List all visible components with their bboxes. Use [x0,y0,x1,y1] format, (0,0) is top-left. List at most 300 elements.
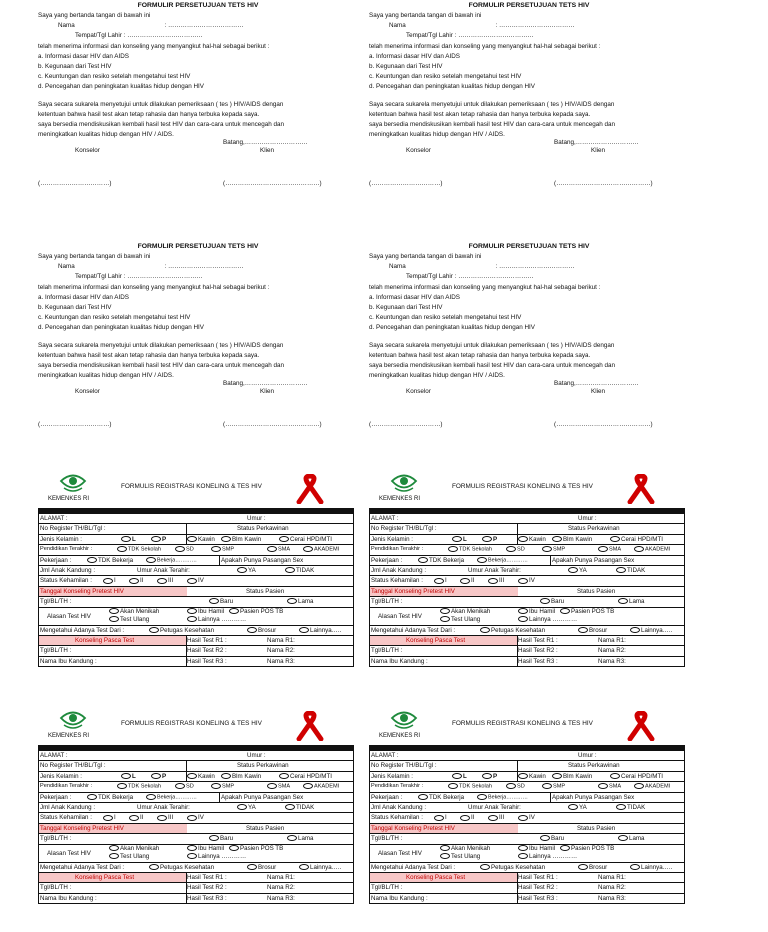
akademi-option[interactable]: AKADEMI [303,783,339,789]
radio-icon [121,536,131,542]
row-alasan [370,608,684,626]
radio-icon [279,536,289,542]
ibu-hamil-option[interactable]: Ibu Hamil [187,608,224,615]
radio-icon [146,557,156,563]
consent-received: telah menerima informasi dan konseling yang menyangkut hal-hal sebagai berikut : [38,42,270,50]
consent-signature-lines [38,420,358,432]
radio-icon [616,804,626,810]
jml-anak-label: Jml Anak Kandung : [40,803,96,811]
radio-icon [480,627,490,633]
tdk-bekerja-option[interactable]: TDK Bekerja [418,794,464,801]
consent-received: telah menerima informasi dan konseling yang menyangkut hal-hal sebagai berikut : [369,283,601,291]
trimester-1-option[interactable]: I [434,814,447,821]
konselor-label: Konselor [75,147,100,155]
blm-kawin-option[interactable]: Blm Kawin [552,773,592,780]
radio-icon [146,794,156,800]
nama-label: Nama [389,22,406,30]
reg-table [38,750,354,904]
tdk-bekerja-option[interactable]: TDK Bekerja [87,557,133,564]
hasil-r1-label: Hasil Test R1 : [518,636,558,644]
consent-item: b. Kegunaan dari Test HIV [38,304,112,312]
row-anak [370,803,684,813]
kawin-option[interactable]: Kawin [187,536,215,543]
umur-label: Umur : [247,515,266,522]
no-register-label: No Register TH/BL/Tgl : [371,762,437,770]
radio-icon [303,783,313,789]
gender-p-option[interactable]: P [482,773,497,780]
nama-ibu-label: Nama Ibu Kandung : [371,657,428,665]
bekerja-option[interactable]: Bekerja………… [146,557,197,563]
consent-paragraph: meningkatkan kualitas hidup dengan HIV / AIDS. [38,372,174,380]
nama-fill: : ……………………………… [495,263,575,271]
tgl-bl-th-label: Tgl/BL/TH : [40,835,72,843]
row-pasca-r1 [370,873,684,883]
test-ulang-option[interactable]: Test Ulang [440,616,480,623]
bekerja-option[interactable]: Bekerja………… [146,794,197,800]
radio-icon [109,853,119,859]
nama-r1-label: Nama R1: [598,873,626,881]
baru-option[interactable]: Baru [209,598,233,605]
trimester-1-option[interactable]: I [103,577,116,584]
pasca-test-label: Konseling Pasca Test [75,636,135,644]
ibu-hamil-option[interactable]: Ibu Hamil [187,845,224,852]
consent-title: FORMULIR PERSETUJUAN TETS HIV [137,243,259,250]
hasil-r3-label: Hasil Test R3 : [187,894,227,902]
akan-menikah-option[interactable]: Akan Menikah [440,845,490,852]
petugas-option[interactable]: Petugas Kesehatan [480,864,545,871]
gender-l-option[interactable]: L [121,536,136,543]
kemenkes-logo-icon [389,709,419,731]
lama-option[interactable]: Lama [618,598,644,605]
reg-table [369,750,685,904]
row-pretest [39,824,353,834]
row-jenis-kelamin [39,535,353,545]
red-ribbon-icon [293,474,325,504]
nama-r1-label: Nama R1: [598,636,626,644]
akan-menikah-option[interactable]: Akan Menikah [440,608,490,615]
gender-l-option[interactable]: L [452,773,467,780]
reg-title: FORMULIS REGISTRASI KONELING & TES HIV [452,720,593,727]
akademi-option[interactable]: AKADEMI [634,546,670,552]
radio-icon [221,536,231,542]
kawin-option[interactable]: Kawin [518,773,546,780]
radio-icon [610,773,620,779]
tdk-sekolah-option[interactable]: TDK Sekolah [448,546,492,552]
consent-paragraph: Saya secara sukarela menyetujui untuk dilakukan pemeriksaan ( tes ) HIV/AIDS dengan [38,341,284,349]
trimester-4-option[interactable]: IV [187,577,204,584]
row-pendidikan [39,545,353,555]
consent-paragraph: Saya secara sukarela menyetujui untuk dilakukan pemeriksaan ( tes ) HIV/AIDS dengan [369,100,615,108]
radio-icon [634,783,644,789]
baru-option[interactable]: Baru [209,835,233,842]
reg-header [369,709,685,756]
trimester-2-option[interactable]: II [460,814,474,821]
row-tgl-pasien [370,597,684,607]
consent-received: telah menerima informasi dan konseling yang menyangkut hal-hal sebagai berikut : [38,283,270,291]
radio-icon [175,783,185,789]
tidak-option[interactable]: TIDAK [616,567,645,574]
consent-title: FORMULIR PERSETUJUAN TETS HIV [137,2,259,9]
lainnya-option[interactable]: Lainnya ………… [187,616,246,623]
pasca-test-label: Konseling Pasca Test [406,636,466,644]
akademi-option[interactable]: AKADEMI [634,783,670,789]
row-register [39,524,353,534]
radio-icon [87,557,97,563]
radio-icon [267,783,277,789]
ya-option[interactable]: YA [568,567,587,574]
petugas-option[interactable]: Petugas Kesehatan [149,627,214,634]
jenis-kelamin-label: Jenis Kelamin : [40,535,82,543]
registration-form-1 [38,472,354,665]
consent-signature-lines [369,420,689,432]
trimester-4-option[interactable]: IV [518,814,535,821]
row-pendidikan [370,782,684,792]
gender-l-option[interactable]: L [121,773,136,780]
kawin-option[interactable]: Kawin [518,536,546,543]
brosur-option[interactable]: Brosur [578,864,607,871]
sign-left: (……………………………) [369,421,443,429]
trimester-2-option[interactable]: II [129,577,143,584]
row-pendidikan [39,782,353,792]
tempat-fill: ……………………………… [127,32,203,40]
consent-form-1 [38,1,358,226]
sign-left: (……………………………) [38,421,112,429]
radio-icon [117,783,127,789]
row-register [370,761,684,771]
radio-icon [129,815,139,821]
row-r3 [370,894,684,903]
consent-form-2 [369,1,689,226]
consent-intro: Saya yang bertanda tangan di bawah ini [38,253,151,260]
pasien-pos-tb-option[interactable]: Pasien POS TB [229,845,283,852]
smp-option[interactable]: SMP [542,783,565,789]
cerai-option[interactable]: Cerai HPD/MTI [610,773,663,780]
nama-fill: : ……………………………… [164,22,244,30]
pasien-pos-tb-option[interactable]: Pasien POS TB [560,608,614,615]
bekerja-option[interactable]: Bekerja………… [477,557,528,563]
consent-tempat-row [369,31,689,41]
radio-icon [209,598,219,604]
pekerjaan-label: Pekerjaan : [371,793,403,801]
batang-date: Batang,………………………… [554,139,639,147]
petugas-option[interactable]: Petugas Kesehatan [480,627,545,634]
radio-icon [518,616,528,622]
radio-icon [568,804,578,810]
sma-option[interactable]: SMA [598,546,621,552]
tgl-pretest-label: Tanggal Konseling Pretest HIV [40,587,124,595]
brosur-option[interactable]: Brosur [578,627,607,634]
consent-paragraph: saya bersedia mendiskusikan kembali hasil test HIV dan cara-cara untuk mencegah dan [38,362,285,370]
lainnya-option[interactable]: Lainnya ………… [518,616,577,623]
kemenkes-label: KEMENKES RI [48,733,90,739]
row-alamat [370,514,684,524]
radio-icon [117,546,127,552]
tdk-sekolah-option[interactable]: TDK Sekolah [117,783,161,789]
status-perkawinan-label: Status Perkawinan [237,525,289,533]
row-r2 [39,646,353,656]
sign-left: (……………………………) [38,180,112,188]
gender-p-option[interactable]: P [482,536,497,543]
alasan-label: Alasan Test HIV [47,849,91,857]
gender-p-option[interactable]: P [151,773,166,780]
consent-intro: Saya yang bertanda tangan di bawah ini [38,12,151,19]
radio-icon [103,815,113,821]
batang-date: Batang,………………………… [223,380,308,388]
sma-option[interactable]: SMA [267,783,290,789]
petugas-option[interactable]: Petugas Kesehatan [149,864,214,871]
radio-icon [287,835,297,841]
consent-item: c. Keuntungan dan resiko setelah mengetahui test HIV [369,314,522,322]
status-pasien-label: Status Pasien [577,824,616,832]
row-alasan [370,845,684,863]
klien-label: Klien [260,147,275,155]
radio-icon [149,627,159,633]
consent-item: c. Keuntungan dan resiko setelah mengetahui test HIV [38,314,191,322]
tdk-bekerja-option[interactable]: TDK Bekerja [87,794,133,801]
lama-option[interactable]: Lama [618,835,644,842]
blm-kawin-option[interactable]: Blm Kawin [552,536,592,543]
tempat-fill: ……………………………… [458,273,534,281]
radio-icon [109,616,119,622]
consent-item: a. Informasi dasar HIV dan AIDS [369,52,460,60]
test-ulang-option[interactable]: Test Ulang [109,616,149,623]
trimester-3-option[interactable]: III [488,577,504,584]
consent-item: d. Pencegahan dan peningkatan kualitas hidup dengan HIV [38,83,204,91]
row-alasan [39,608,353,626]
radio-icon [187,853,197,859]
trimester-3-option[interactable]: III [488,814,504,821]
ibu-hamil-option[interactable]: Ibu Hamil [518,845,555,852]
trimester-1-option[interactable]: I [103,814,116,821]
blm-kawin-option[interactable]: Blm Kawin [221,536,261,543]
lainnya-option[interactable]: Lainnya ………… [518,853,577,860]
consent-form-3 [38,242,358,467]
consent-intro: Saya yang bertanda tangan di bawah ini [369,12,482,19]
lama-option[interactable]: Lama [287,598,313,605]
nama-r2-label: Nama R2: [267,647,295,655]
radio-icon [121,773,131,779]
tempat-label: Tempat/Tgl Lahir : [75,273,126,281]
tempat-label: Tempat/Tgl Lahir : [406,273,457,281]
consent-paragraph: saya bersedia mendiskusikan kembali hasil test HIV dan cara-cara untuk mencegah dan [369,121,616,129]
tempat-fill: ……………………………… [458,32,534,40]
gender-p-option[interactable]: P [151,536,166,543]
sd-option[interactable]: SD [175,546,194,552]
consent-paragraph: meningkatkan kualitas hidup dengan HIV / AIDS. [38,131,174,139]
hasil-r1-label: Hasil Test R1 : [518,873,558,881]
baru-option[interactable]: Baru [540,835,564,842]
bekerja-option[interactable]: Bekerja………… [477,794,528,800]
consent-nama-row [38,21,358,31]
radio-icon [149,864,159,870]
radio-icon [540,598,550,604]
row-pasca-r1 [370,636,684,646]
smp-option[interactable]: SMP [211,546,234,552]
hasil-r3-label: Hasil Test R3 : [187,657,227,665]
tgl-bl-th2-label: Tgl/BL/TH : [40,884,72,892]
sign-right: (………………………………………) [554,421,653,429]
cerai-option[interactable]: Cerai HPD/MTI [279,773,332,780]
consent-tempat-row [38,272,358,282]
ya-option[interactable]: YA [568,804,587,811]
red-ribbon-icon [624,474,656,504]
consent-title: FORMULIR PERSETUJUAN TETS HIV [468,2,590,9]
radio-icon [157,578,167,584]
tgl-bl-th2-label: Tgl/BL/TH : [40,647,72,655]
sd-option[interactable]: SD [175,783,194,789]
tdk-sekolah-option[interactable]: TDK Sekolah [448,783,492,789]
batang-date: Batang,………………………… [223,139,308,147]
nama-label: Nama [389,263,406,271]
tidak-option[interactable]: TIDAK [285,804,314,811]
reg-table [369,513,685,667]
smp-option[interactable]: SMP [211,783,234,789]
trimester-4-option[interactable]: IV [518,577,535,584]
trimester-1-option[interactable]: I [434,577,447,584]
trimester-4-option[interactable]: IV [187,814,204,821]
consent-signature-labels [38,139,358,155]
gender-l-option[interactable]: L [452,536,467,543]
row-alamat [39,514,353,524]
lama-option[interactable]: Lama [287,835,313,842]
radio-icon [618,835,628,841]
mengetahui-label: Mengetahui Adanya Test Dari : [371,863,456,871]
hasil-r1-label: Hasil Test R1 : [187,873,227,881]
row-pretest [370,587,684,597]
alamat-label: ALAMAT : [371,752,399,759]
reg-header [38,709,354,756]
tgl-pretest-label: Tanggal Konseling Pretest HIV [40,824,124,832]
sma-option[interactable]: SMA [267,546,290,552]
lainnya2-option[interactable]: Lainnya….. [630,627,672,634]
brosur-option[interactable]: Brosur [247,864,276,871]
row-pekerjaan [370,793,684,803]
red-ribbon-icon [293,711,325,741]
trimester-3-option[interactable]: III [157,814,173,821]
consent-item: a. Informasi dasar HIV dan AIDS [38,52,129,60]
umur-anak-label: Umur Anak Terahir: [137,566,190,574]
trimester-2-option[interactable]: II [129,814,143,821]
consent-item: d. Pencegahan dan peningkatan kualitas hidup dengan HIV [369,83,535,91]
sd-option[interactable]: SD [506,546,525,552]
row-alamat [39,751,353,761]
brosur-option[interactable]: Brosur [247,627,276,634]
jml-anak-label: Jml Anak Kandung : [371,803,427,811]
no-register-label: No Register TH/BL/Tgl : [40,525,106,533]
lainnya-option[interactable]: Lainnya ………… [187,853,246,860]
radio-icon [175,546,185,552]
radio-icon [237,567,247,573]
test-ulang-option[interactable]: Test Ulang [440,853,480,860]
nama-fill: : ……………………………… [495,22,575,30]
consent-item: a. Informasi dasar HIV dan AIDS [38,293,129,301]
jml-anak-label: Jml Anak Kandung : [40,566,96,574]
baru-option[interactable]: Baru [540,598,564,605]
tdk-bekerja-option[interactable]: TDK Bekerja [418,557,464,564]
cerai-option[interactable]: Cerai HPD/MTI [610,536,663,543]
akademi-option[interactable]: AKADEMI [303,546,339,552]
lainnya2-option[interactable]: Lainnya….. [299,627,341,634]
lainnya2-option[interactable]: Lainnya….. [299,864,341,871]
radio-icon [552,773,562,779]
row-alamat [370,751,684,761]
row-jenis-kelamin [39,772,353,782]
radio-icon [440,853,450,859]
radio-icon [187,773,197,779]
consent-paragraph: Saya secara sukarela menyetujui untuk dilakukan pemeriksaan ( tes ) HIV/AIDS dengan [38,100,284,108]
test-ulang-option[interactable]: Test Ulang [109,853,149,860]
radio-icon [518,578,528,584]
lainnya2-option[interactable]: Lainnya….. [630,864,672,871]
umur-anak-label: Umur Anak Terahir: [468,803,521,811]
row-anak [39,566,353,576]
nama-ibu-label: Nama Ibu Kandung : [40,657,97,665]
kemenkes-logo-icon [58,472,88,494]
jenis-kelamin-label: Jenis Kelamin : [40,772,82,780]
sd-option[interactable]: SD [506,783,525,789]
pasien-pos-tb-option[interactable]: Pasien POS TB [560,845,614,852]
radio-icon [452,773,462,779]
consent-item: b. Kegunaan dari Test HIV [369,304,443,312]
trimester-2-option[interactable]: II [460,577,474,584]
radio-icon [247,864,257,870]
consent-intro: Saya yang bertanda tangan di bawah ini [369,253,482,260]
pasien-pos-tb-option[interactable]: Pasien POS TB [229,608,283,615]
ya-option[interactable]: YA [237,804,256,811]
smp-option[interactable]: SMP [542,546,565,552]
sma-option[interactable]: SMA [598,783,621,789]
alamat-label: ALAMAT : [40,752,68,759]
row-r3 [39,894,353,903]
akan-menikah-option[interactable]: Akan Menikah [109,608,159,615]
alamat-label: ALAMAT : [371,515,399,522]
tdk-sekolah-option[interactable]: TDK Sekolah [117,546,161,552]
radio-icon [634,546,644,552]
radio-icon [482,773,492,779]
cerai-option[interactable]: Cerai HPD/MTI [279,536,332,543]
radio-icon [109,845,119,851]
trimester-3-option[interactable]: III [157,577,173,584]
ya-option[interactable]: YA [237,567,256,574]
radio-icon [578,864,588,870]
blm-kawin-option[interactable]: Blm Kawin [221,773,261,780]
ibu-hamil-option[interactable]: Ibu Hamil [518,608,555,615]
tidak-option[interactable]: TIDAK [616,804,645,811]
radio-icon [598,546,608,552]
radio-icon [542,546,552,552]
tidak-option[interactable]: TIDAK [285,567,314,574]
radio-icon [229,608,239,614]
umur-anak-label: Umur Anak Terahir: [137,803,190,811]
akan-menikah-option[interactable]: Akan Menikah [109,845,159,852]
klien-label: Klien [591,388,606,396]
radio-icon [187,578,197,584]
radio-icon [506,546,516,552]
nama-ibu-label: Nama Ibu Kandung : [371,894,428,902]
tgl-pretest-label: Tanggal Konseling Pretest HIV [371,824,455,832]
pasangan-sex-label: Apakah Punya Pasangan Sex [552,556,635,564]
row-r2 [39,883,353,893]
kawin-option[interactable]: Kawin [187,773,215,780]
kemenkes-label: KEMENKES RI [379,496,421,502]
radio-icon [552,536,562,542]
reg-table [38,513,354,667]
tgl-bl-th-label: Tgl/BL/TH : [40,598,72,606]
radio-icon [279,773,289,779]
consent-paragraph: meningkatkan kualitas hidup dengan HIV / AIDS. [369,372,505,380]
row-mengetahui [370,626,684,636]
mengetahui-label: Mengetahui Adanya Test Dari : [40,626,125,634]
